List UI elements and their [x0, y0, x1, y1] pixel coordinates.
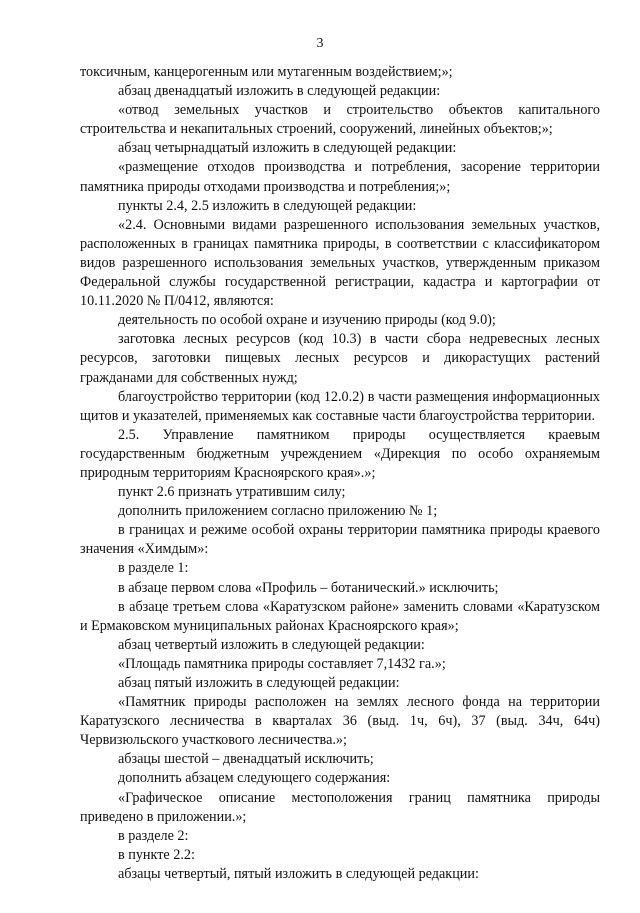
paragraph: в абзаце первом слова «Профиль – ботанический.» исключить; [118, 579, 499, 596]
paragraph: дополнить приложением согласно приложению № 1; [118, 503, 438, 520]
paragraph: в разделе 2: [118, 827, 189, 844]
paragraph: абзац четырнадцатый изложить в следующей редакции: [118, 140, 457, 157]
document-body [80, 63, 600, 884]
paragraph: абзац четвертый изложить в следующей редакции: [118, 636, 425, 653]
paragraph: «Площадь памятника природы составляет 7,1432 га.»; [118, 655, 446, 672]
paragraph: деятельность по особой охране и изучению природы (код 9.0); [118, 312, 496, 329]
paragraph: в пункте 2.2: [118, 846, 195, 863]
paragraph: пункт 2.6 признать утратившим силу; [118, 484, 346, 501]
paragraph: абзацы четвертый, пятый изложить в следующей редакции: [118, 865, 479, 882]
paragraph: благоустройство территории (код 12.0.2) в части размещения информационных щитов и указателей, применяемых как составные части благоустройства территории. [80, 388, 600, 424]
paragraph: заготовка лесных ресурсов (код 10.3) в части сбора недревесных лесных ресурсов, заготовки пищевых лесных ресурсов и дикорастущих растений гражданами для собственных нужд; [80, 331, 600, 386]
paragraph: в разделе 1: [118, 560, 189, 577]
paragraph: абзац двенадцатый изложить в следующей редакции: [118, 83, 441, 100]
paragraph: пункты 2.4, 2.5 изложить в следующей редакции: [118, 197, 417, 214]
paragraph: «Графическое описание местоположения границ памятника природы приведено в приложении.»; [80, 789, 600, 825]
paragraph: «Памятник природы расположен на землях лесного фонда на территории Каратузского лесничества в кварталах 36 (выд. 1ч, 6ч), 37 (выд. 34ч, 64ч) Червизюльского участкового лесничества.»; [80, 694, 600, 749]
page-number: 3 [316, 36, 324, 51]
paragraph: токсичным, канцерогенным или мутагенным воздействием;»; [80, 64, 453, 80]
paragraph: абзацы шестой – двенадцатый исключить; [118, 751, 374, 768]
paragraph: абзац пятый изложить в следующей редакции: [118, 675, 400, 691]
paragraph: в абзаце третьем слова «Каратузском районе» заменить словами «Каратузском и Ермаковском муниципальных районах Красноярского края»; [80, 598, 600, 634]
paragraph: в границах и режиме особой охраны территории памятника природы краевого значения «Химдым»: [80, 522, 600, 558]
paragraph: дополнить абзацем следующего содержания: [118, 770, 391, 787]
paragraph: «отвод земельных участков и строительство объектов капитального строительства и некапитальных строений, сооружений, линейных объектов;»; [80, 102, 600, 138]
paragraph: «2.4. Основными видами разрешенного использования земельных участков, расположенных в границах памятника природы, в соответствии с классификатором видов разрешенного использования земельных участков, утвержденным приказом Федеральной службы государственной регистрации, кадастра и картографии от 10.11.2020 № П/0412, являются: [80, 216, 600, 310]
paragraph: 2.5. Управление памятником природы осуществляется краевым государственным бюджетным учреждением «Дирекция по особо охраняемым природным территориям Красноярского края».»; [80, 426, 600, 481]
paragraph: «размещение отходов производства и потребления, засорение территории памятника природы отходами производства и потребления;»; [80, 159, 600, 195]
